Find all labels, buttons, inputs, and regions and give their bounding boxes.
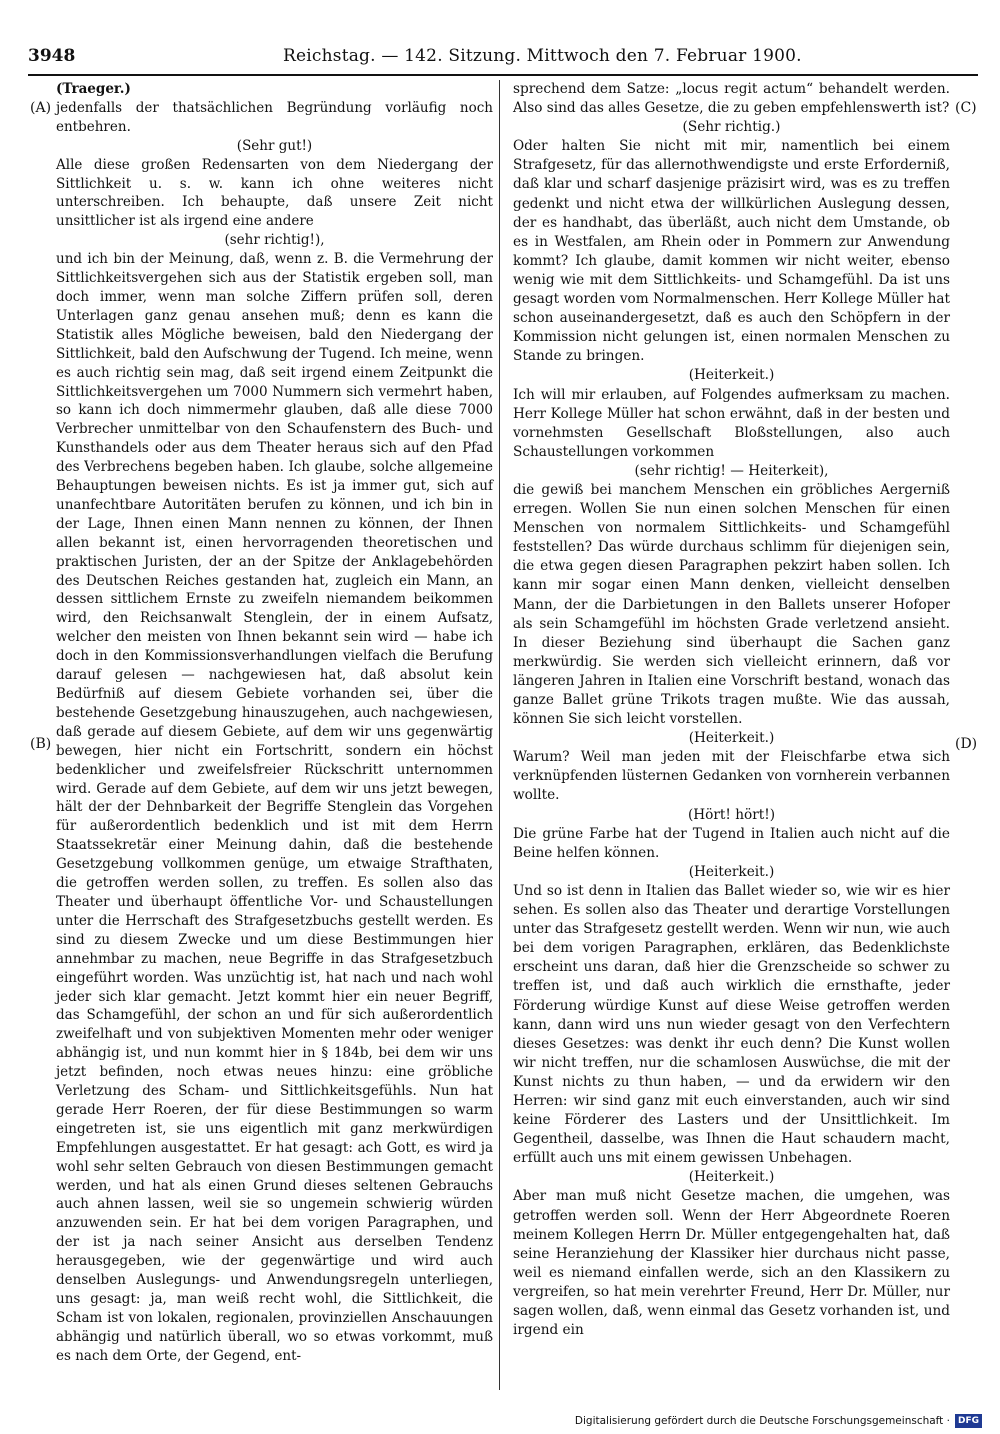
paragraph: die gewiß bei manchem Menschen ein gröbliches Aergerniß erregen. Wollen Sie nun einen solchen Menschen für einen Menschen von normalem Sittlichkeits- und Schamgefühl feststellen? Das würde durchaus schlimm für diejenigen sein, die etwa gegen diesen Paragraphen pekzirt haben sollen. Ich kann mir sogar einen Mann denken, vielleicht denselben Mann, der die Darbietungen in den Ballets unserer Hofoper als sein Schamgefühl im höchsten Grade verletzend ansieht. In dieser Beziehung sind überhaupt die Sachen ganz merkwürdig. Sie werden sich vielleicht erinnern, daß vor längeren Jahren in Italien eine Vorschrift bestand, wonach das ganze Ballet grüne Trikots tragen mußte. Wie das aussah, können Sie sich leicht vorstellen. <box>513 481 950 728</box>
header-rule <box>28 74 978 76</box>
paragraph: sprechend dem Satze: „locus regit actum“ behandelt werden. Also sind das alles Gesetze, die zu geben empfehlenswerth ist? <box>513 81 950 117</box>
paragraph: Warum? Weil man jeden mit der Fleischfarbe etwa sich verknüpfenden lüsternen Gedanken von vornherein verbannen wollte. <box>513 749 950 804</box>
interjection: (Heiterkeit.) <box>688 730 775 747</box>
page-number: 3948 <box>28 46 76 66</box>
footer-credit: Digitalisierung gefördert durch die Deutsche Forschungsgemeinschaft · <box>574 1415 950 1427</box>
margin-marker-b: (B) <box>30 736 52 752</box>
interjection: (Heiterkeit.) <box>688 1169 775 1186</box>
interjection: (Sehr richtig.) <box>682 119 781 136</box>
page-header <box>28 40 978 70</box>
page-running-title: Reichstag. — 142. Sitzung. Mittwoch den 7. Februar 1900. <box>283 46 802 66</box>
margin-marker-a: (A) <box>30 100 52 116</box>
margin-marker-d: (D) <box>955 736 978 752</box>
paragraph: Alle diese großen Redensarten von dem Niedergang der Sittlichkeit u. s. w. kann ich ohne weiteres nicht unterschreiben. Ich behaupte, daß unsere Zeit nicht unsittlicher ist als irgend eine andere <box>56 156 493 230</box>
right-column <box>513 80 950 1340</box>
dfg-logo-icon: DFG <box>955 1414 982 1428</box>
paragraph: Die grüne Farbe hat der Tugend in Italien auch nicht auf die Beine helfen können. <box>513 825 950 861</box>
digitization-footer <box>575 1413 982 1429</box>
interjection: (Heiterkeit.) <box>688 863 775 880</box>
margin-marker-c: (C) <box>955 100 977 116</box>
interjection: (Sehr gut!) <box>236 137 313 154</box>
interjection: (sehr richtig!), <box>224 232 325 249</box>
interjection: (Hört! hört!) <box>687 806 776 823</box>
column-divider <box>499 80 500 1390</box>
paragraph: Ich will mir erlauben, auf Folgendes aufmerksam zu machen. Herr Kollege Müller hat schon erwähnt, daß in der besten und vornehmsten Gesellschaft Bloßstellungen, also auch Schaustellungen vorkommen <box>513 386 950 460</box>
paragraph: Oder halten Sie nicht mit mir, namentlich bei einem Strafgesetz, für das allernothwendigste und erste Erforderniß, daß klar und scharf dasjenige präzisirt wird, was es zu treffen gedenkt und nicht etwa der willkürlichen Auslegung dessen, der es handhabt, das überläßt, auch nicht dem Umstande, ob es in Westfalen, am Rhein oder in Pommern zur Anwendung kommt? Ich glaube, damit kommen wir nicht weiter, ebenso wenig wie mit dem Sittlichkeits- und Schamgefühl. Da ist uns gesagt worden vom Normalmenschen. Herr Kollege Müller hat schon auseinandergesetzt, daß es auch den Schöpfern in der Kommission nicht gelungen ist, einen normalen Menschen zu Stande zu bringen. <box>513 138 950 365</box>
paragraph: Aber man muß nicht Gesetze machen, die umgehen, was getroffen werden soll. Wenn der Herr Abgeordnete Roeren meinem Kollegen Herrn Dr. Müller entgegengehalten hat, daß seine Heranziehung der Klassiker hier durchaus nicht passe, weil es niemand einfallen werde, sich an den Klassikern zu vergreifen, so hat mein verehrter Freund, Herr Dr. Müller, nur sagen wollen, daß, wenn einmal das Gesetz vorhanden ist, und irgend ein <box>513 1188 950 1339</box>
interjection: (Heiterkeit.) <box>688 367 775 384</box>
paragraph: Und so ist denn in Italien das Ballet wieder so, wie wir es hier sehen. Es sollen also das Theater und derartige Vorstellungen unter das Strafgesetz gestellt werden. Wenn wir nun, wie auch bei dem vorigen Paragraphen, erklären, das Bedenklichste erscheint uns daran, daß hier die Grenzscheide so schwer zu treffen ist, und daß auch wirklich die ernsthafte, jeder Förderung würdige Kunst auf diese Weise getroffen werden kann, dann wird uns nun wieder gesagt von den Verfechtern dieses Gesetzes: was denkt ihr euch denn? Die Kunst wollen wir nicht treffen, nur die schamlosen Auswüchse, die mit der Kunst nichts zu thun haben, — und da erwidern wir den Herren: wir sind ganz mit euch einverstanden, auch wir sind keine Förderer des Lasters und der Unsittlichkeit. Im Gegentheil, dasselbe, was Ihnen die Haut schaudern macht, erfüllt auch uns mit einem gewissen Unbehagen. <box>513 882 950 1167</box>
left-column <box>56 80 493 1366</box>
paragraph: jedenfalls der thatsächlichen Begründung vorläufig noch entbehren. <box>56 99 493 135</box>
paragraph: und ich bin der Meinung, daß, wenn z. B. die Vermehrung der Sittlichkeitsvergehen sich aus der Statistik ergeben soll, man doch immer, wenn man solche Ziffern prüfen soll, deren Unterlagen ganz genau ansehen muß; denn es kann die Statistik alles Mögliche beweisen, bald den Niedergang der Sittlichkeit, bald den Aufschwung der Tugend. Ich meine, wenn es auch richtig sein mag, daß seit irgend einem Zeitpunkt die Sittlichkeitsvergehen um 7000 Nummern sich vermehrt haben, so kann ich doch nimmermehr glauben, daß alle diese 7000 Verbrecher unmittelbar von den Schaufenstern des Buch- und Kunsthandels oder aus dem Theater heraus sich auf den Pfad des Verbrechens begeben haben. Ich glaube, solche allgemeine Behauptungen beweisen nichts. Es ist ja immer gut, sich auf unanfechtbare Autoritäten berufen zu können, und ich bin in der Lage, Ihnen einen Mann nennen zu können, der Ihnen allen bekannt ist, einen hervorragenden theoretischen und praktischen Juristen, der an der Spitze der Anklagebehörden des Deutschen Reiches gestanden hat, zugleich ein Mann, an dessen sittlichem Ernste zu zweifeln niemandem beikommen wird, den Reichsanwalt Stenglein, der in einem Aufsatz, welcher den meisten von Ihnen bekannt sein wird — habe ich doch in den Kommissionsverhandlungen vielfach die Berufung darauf gelesen — nachgewiesen hat, daß absolut kein Bedürfniß auf diesem Gebiete vorhanden sei, über die bestehende Gesetzgebung hinauszugehen, auch nachgewiesen, daß gerade auf diesem Gebiete, auf dem wir uns gegenwärtig bewegen, hier nicht ein Fortschritt, sondern ein höchst bedenklicher und zweifelsfreier Rückschritt unternommen wird. Gerade auf dem Gebiete, auf dem wir uns jetzt bewegen, hält der der Dehnbarkeit der Begriffe Stenglein das Vorgehen für außerordentlich bedenklich und ist mit dem Herrn Staatssekretär einer Meinung dahin, daß die bestehende Gesetzgebung vollkommen genüge, um etwaige Strafthaten, die getroffen werden sollen, zu treffen. Es sollen also das Theater und überhaupt öffentliche Vor- und Schaustellungen unter die Herrschaft des Strafgesetzbuchs gestellt werden. Es sind zu diesem Zwecke und um diese Bestimmungen hier annehmbar zu machen, neue Begriffe in das Strafgesetzbuch eingeführt worden. Was unzüchtig ist, hat nach und nach wohl jeder sich klar gemacht. Jetzt kommt hier ein neuer Begriff, das Schamgefühl, der schon an und für sich außerordentlich zweifelhaft und von subjektiven Momenten mehr oder weniger abhängig ist, und nun kommt hier in § 184b, bei dem wir uns jetzt befinden, noch etwas neues hinzu: eine gröbliche Verletzung des Scham- und Sittlichkeitsgefühls. Nun hat gerade Herr Roeren, der für diese Bestimmungen so warm eingetreten ist, sie uns eigentlich mit ganz merkwürdigen Empfehlungen ausgestattet. Er hat gesagt: ach Gott, es wird ja wohl sehr selten Gebrauch von diesen Bestimmungen gemacht werden, und hat als einen Grund dieses seltenen Gebrauchs auch ahnen lassen, weil sie so ungemein schwierig würden anzuwenden sein. Er hat bei dem vorigen Paragraphen, und der ist ja nach seiner Ansicht aus derselben Tendenz herausgegeben, wie der gegenwärtige und wird auch denselben Auslegungs- und Anwendungsregeln unterliegen, uns gesagt: ja, man weiß recht wohl, die Sittlichkeit, die Scham ist von lokalen, regionalen, provinziellen Anschauungen abhängig und natürlich überall, wo so etwas vorkommt, muß es nach dem Orte, der Gegend, ent- <box>56 251 493 1364</box>
interjection: (sehr richtig! — Heiterkeit), <box>634 462 829 479</box>
speaker-label: (Traeger.) <box>56 81 131 97</box>
